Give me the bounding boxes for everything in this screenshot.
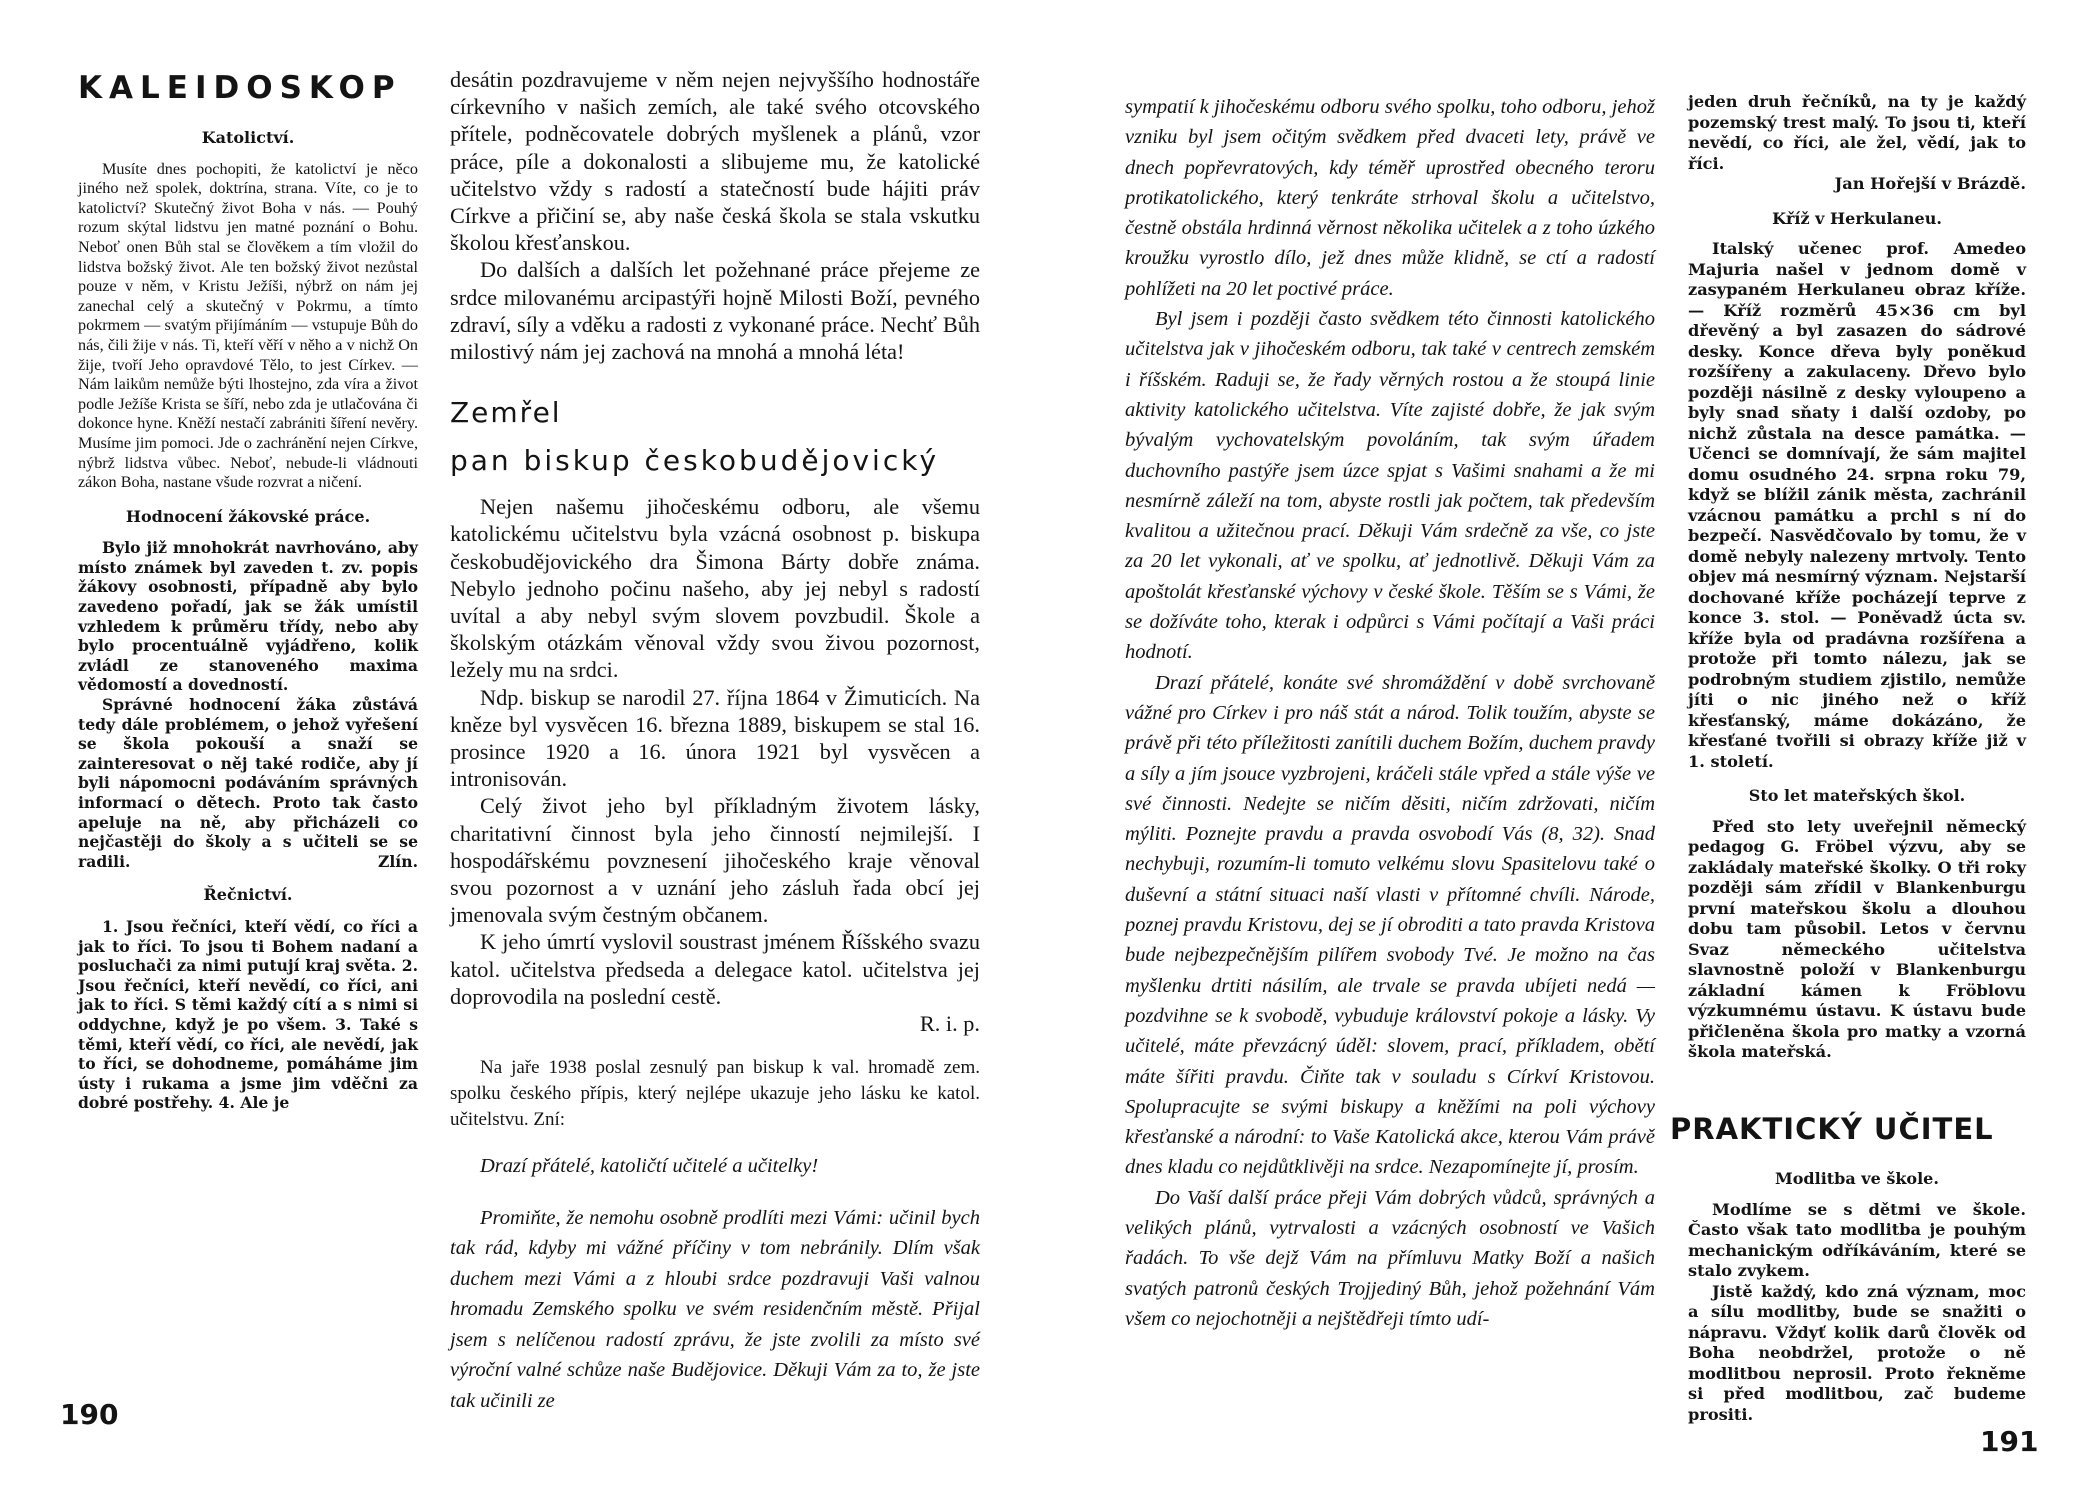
page-number-left: 190 (60, 1398, 119, 1431)
article-modlitba-p2: Jistě každý, kdo zná význam, moc a sílu modlitby, bude se snažiti o nápravu. Vždyť kolik darů člověk od Boha neobdržel, protože o ně modlitbou neprosil. Proto řekněme si před modlitbou, zač budeme prositi. (1688, 1281, 2026, 1424)
section-title-kriz: Kříž v Herkulaneu. (1772, 208, 1942, 228)
letter-greeting: Drazí přátelé, katoličtí učitelé a učitelky! (480, 1155, 819, 1178)
obituary-p1: Nejen našemu jihočeskému odboru, ale všemu katolickému učitelstvu byla vzácná osobnost p. biskupa českobudějovického dra Šimona Bárty dobře známa. Nebylo jednoho počinu našeho, aby jej nebyl s radostí uvítal a aby nebyl svým slovem povzbudil. Škole a školským otázkám věnoval vždy svou živou pozornost, ležely mu na srdci. (450, 494, 980, 683)
letter-p2: sympatií k jihočeskému odboru svého spolku, toho odboru, jehož vzniku byl jsem očitým svědkem před dvaceti lety, právě ve dnech popřevratových, kdy téměř uprostřed obecného teroru protikatolického, který tenkráte strhoval školu a učitelstvo, čestně obstála hrdinná věrnost několika učitelek a z toho úzkého kroužku vyrostlo dílo, jež dnes může klidně, se ctí a radostí pohlížeti na 20 let poctivé práce. (1125, 96, 1655, 300)
right-column-1 (1125, 92, 1655, 1334)
left-column-1 (78, 70, 418, 1113)
section-title-hodnoceni: Hodnocení žákovské práce. (125, 506, 371, 526)
obituary-p3: Celý život jeho byl příkladným životem lásky, charitativní činnost byla jeho činností nejmilejší. I hospodářskému povznesení jihočeského kraje věnoval svou pozornost a v uznání jeho zásluh řada obcí jej jmenovala svým čestným občanem. (450, 793, 980, 928)
recnictvi-continuation: jeden druh řečníků, na ty je každý pozemský trest malý. To jsou ti, kteří nevědí, co říci, ale žel, vědí, jak to říci. (1688, 92, 2026, 173)
left-column-2 (450, 66, 980, 1416)
section-title-recnictvi: Řečnictví. (203, 885, 293, 905)
heading-pan-biskup: pan biskup českobudějovický (450, 444, 940, 478)
obituary-rip: R. i. p. (919, 1011, 980, 1037)
article-hodnoceni-signature: Zlín. (378, 851, 418, 871)
article-hodnoceni-p2: Správné hodnocení žáka zůstává tedy dále problémem, o jehož vyřešení se škola pokouší a snaží se zainteresovat o něj také rodiče, aby jí byli nápomocni podáváním správných informací o dětech. Proto tak často apeluje na ně, aby přicházeli co nejčastěji do školy a s učiteli se se radili. (78, 695, 418, 871)
letter-p3: Byl jsem i později často svědkem této činnosti katolického učitelstva jak v jihočeském odboru, tak také v centrech zemském i říšském. Raduji se, že řady věrných rostou a že stoupá linie aktivity katolického učitelstva. Víte zajisté dobře, že jak svým bývalým vychovatelským povoláním, tak svým úřadem duchovního pastýře jsem úzce spjat s Vašimi snahami a že mi nesmírně záleží na tom, abyste rostli jak počtem, tak především kvalitou a užitečnou prací. Děkuji Vám srdečně za vše, co jste za 20 let vykonali, ať ve spolku, ať jednotlivě. Děkuji Vám za apoštolát křesťanské výchovy v české škole. Těším se s Vámi, že se dožíváte toho, kterak i odpůrci s Vámi počítají a Vaši práci hodnotí. (1125, 308, 1655, 664)
letter-p1: Promiňte, že nemohu osobně prodlíti mezi Vámi: učinil bych tak rád, kdyby mi vážné příčiny v tom nebránily. Dlím však duchem mezi Vámi a z hloubi srdce pozdravuji Vaši valnou hromadu Zemského spolku ve svém residenčním městě. Přijal jsem s nelíčenou radostí zprávu, že jste zvolili za místo své výroční valné schůze naše Budějovice. Děkuji Vám za to, že jste tak učinili ze (450, 1206, 980, 1412)
masthead-prakticky-ucitel: PRAKTICKÝ UČITEL (1670, 1111, 1994, 1146)
article-kriz: Italský učenec prof. Amedeo Majuria našel v jednom domě v zasypaném Herkulaneu obraz kříže. — Kříž rozměrů 45×36 cm byl dřevěný a byl zasazen do sádrové desky. Konce dřeva byly poněkud rozšířeny a zakulaceny. Dřevo bylo později násilně z desky vyloupeno a byly snad sňaty i další ozdoby, po nichž zůstala na desce památka. — Učenci se domnívají, že sám majitel domu osudného 24. srpna roku 79, když se blížil zánik města, zachránil vzácnou památku a prchl s ní do bezpečí. Nasvědčovalo by tomu, že v domě nebyly nalezeny mrtvoly. Tento objev má nesmírný význam. Nejstarší dochované kříže pocházejí teprve z konce 3. stol. — Poněvadž úcta sv. kříže byla od pradávna rozšířena a protože při tomto nálezu, jak se podrobným studiem zjistilo, nemůže jíti o nic jiného než o kříž křesťanský, máme dokázáno, že křesťané tvořili si obrazy kříže již v 1. století. (1688, 239, 2026, 771)
right-column-2 (1670, 92, 2026, 1425)
page-number-right: 191 (1980, 1425, 2039, 1458)
article-continuation-p1: desátin pozdravujeme v něm nejen nejvyššího hodnostáře církevního v našich zemích, ale také svého otcovského přítele, podněcovatele dobrých myšlenek a plánů, vzor práce, píle a dokonalosti a slibujeme mu, že katolické učitelstvo vždy s radostí a statečností bude hájiti práv Církve a přičiní se, aby naše česká škola se stala vskutku školou křesťanskou. (450, 67, 980, 256)
section-title-modlitba: Modlitba ve škole. (1775, 1169, 1939, 1188)
obituary-p4: K jeho úmrtí vyslovil soustrast jménem Říšského svazu katol. učitelstva předseda a delegace katol. učitelstva jej doprovodila na poslední cestě. (450, 929, 980, 1009)
letter-intro: Na jaře 1938 poslal zesnulý pan biskup k val. hromadě zem. spolku českého přípis, který nejlépe ukazuje jeho lásku ke katol. učitelstvu. Zní: (450, 1057, 980, 1131)
letter-p4: Drazí přátelé, konáte své shromáždění v době svrchovaně vážné pro Církev i pro náš stát a národ. Tolik toužím, abyste se právě při této příležitosti zanítili duchem Božím, duchem pravdy a síly a jím jsouce vyzbrojeni, kráčeli stále vpřed a stále výše ve své činnosti. Nedejte se ničím děsiti, ničím zdržovati, ničím mýliti. Poznejte pravdu a pravda osvobodí Vás (8, 32). Snad nechybuji, rozumím-li tomuto velkému slovu Spasitelovu také o duševní a státní situaci naší vlasti v přítomné chvíli. Národe, poznej pravdu Kristovu, dej se jí obroditi a tato pravda Kristova bude nejbezpečnějším pilířem svobody Tvé. Je možno na čas myšlenku drtiti násilím, ale trvale se pravda ubíjeti nedá — pozdvihne se k svobodě, vybuduje království pokoje a lásky. Vy učitelé, máte převzácný úděl: slovem, prací, příkladem, obětí máte šířiti pravdu. Čiňte tak v souladu s Církví Kristovou. Spolupracujte se svými biskupy a kněžími na poli výchovy křesťanské a národní: to Vaše Katolická akce, kterou Vám právě dnes kladu co nejdůtklivěji na srdce. Nezapomínejte jí, prosím. (1125, 671, 1655, 1179)
article-recnictvi: 1. Jsou řečníci, kteří vědí, co říci a jak to říci. To jsou ti Bohem nadaní a posluchači za nimi putují kraj světa. 2. Jsou řečníci, kteří nevědí, co říci, ani jak to říci. S těmi každý cítí a s nimi si oddychne, když je po všem. 3. Také s těmi, kteří vědí, co říci, ale nevědí, jak to říci, se dohodneme, pomáháme jim ústy i rukama a jsme jim vděčni za dobré postřehy. 4. Ale je (78, 916, 418, 1113)
letter-p5: Do Vaší další práce přeji Vám dobrých vůdců, správných a velikých plánů, vytrvalosti a vzácných osobností ve Vašich řadách. To vše dejž Vám na přímluvu Matky Boží a našich svatých patronů českých Trojjediný Bůh, jehož požehnání Vám všem co nejochotněji a nejštědřeji tímto udí- (1125, 1186, 1655, 1330)
section-title-materske-skoly: Sto let mateřských škol. (1748, 786, 1966, 805)
article-katolictvi: Musíte dnes pochopiti, že katolictví je něco jiného než spolek, doktrína, strana. Víte, co je to katolictví? Skutečný život Boha v nás. — Pouhý rozum skýtal lidstvu jen matné poznání o Bohu. Neboť onen Bůh stal se člověkem a tím vložil do lidstva božský život. Ale ten božský život nezůstal pouze v něm, v Kristu Ježíši, nýbrž on nám jej zanechal celý a skutečný v Pokrmu, a tímto pokrmem — svatým přijímáním — vstupuje Bůh do nás, čili žije v nás. Ti, kteří věří v něho a v nichž On žije, tvoří Jeho opravdové Tělo, to jest Církev. — Nám laikům nemůže býti lhostejno, zda víra a život podle Ježíše Krista se šíří, nebo zda je utlačována či dokonce hyne. Kněží nestačí zabrániti šíření nevěry. Musíme jim pomoci. Jde o zachránění nejen Církve, nýbrž lidstva vůbec. Neboť, nebude-li vládnouti zákon Boha, nastane všude rozvrat a ničení. (78, 159, 418, 492)
masthead-kaleidoskop: KALEIDOSKOP (78, 70, 402, 106)
section-title-katolictvi: Katolictví. (201, 128, 295, 147)
article-modlitba-p1: Modlíme se s dětmi ve škole. Často však tato modlitba je pouhým mechanickým odříkáváním, které se stalo zvykem. (1688, 1199, 2026, 1280)
obituary-p2: Ndp. biskup se narodil 27. října 1864 v Žimuticích. Na kněze byl vysvěcen 16. března 1889, biskupem se stal 16. prosince 1920 a 16. února 1921 byl vysvěcen a intronisován. (450, 684, 980, 792)
heading-zemrel: Zemřel (450, 396, 562, 430)
article-materske-skoly: Před sto lety uveřejnil německý pedagog G. Fröbel výzvu, aby se zakládaly mateřské školky. O tři roky později sám zřídil v Blankenburgu první mateřskou školu a dlouhou dobu tam působil. Letos v červnu Svaz německého učitelstva slavnostně položí v Blankenburgu základní kámen k Fröblovu výzkumnému ústavu. K ústavu bude přičleněna škola pro matky a vzorná škola mateřská. (1688, 816, 2026, 1061)
recnictvi-signature: Jan Hořejší v Brázdě. (1834, 174, 2026, 193)
article-hodnoceni-p1: Bylo již mnohokrát navrhováno, aby místo známek byl zaveden t. zv. popis žákovy osobnosti, případně aby bylo zavedeno pořadí, jak se žák umístil vzhledem k průměru třídy, nebo aby bylo procentuálně vyjádřeno, kolik zvládl ze stanoveného maxima vědomostí a dovedností. (78, 538, 418, 695)
article-continuation-p2: Do dalších a dalších let požehnané práce přejeme ze srdce milovanému arcipastýři hojně Milosti Boží, pevného zdraví, síly a vděku a radosti z vykonané práce. Nechť Bůh milostivý nám jej zachová na mnohá a mnohá léta! (450, 257, 980, 365)
